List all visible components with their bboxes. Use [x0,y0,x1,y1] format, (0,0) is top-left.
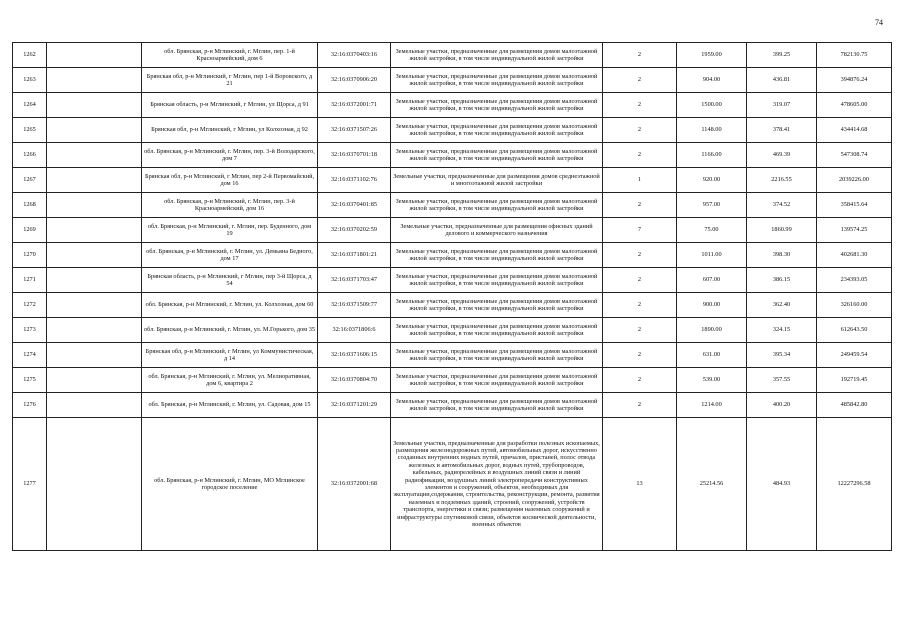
row-number-cell: 1268 [13,193,47,218]
cadastral-value-cell: 782130.75 [817,43,892,68]
table-row [13,418,892,551]
land-use-cell: Земельные участки, предназначенные для разработки полезных ископаемых, размещения железнодорожных путей, автомобильных дорог, искусственно созданных внутренних водных путей, причалов, пристаней, полос отвода железных и автомобильных дорог, водных путей, трубопроводов, кабельных, радиорелейных и воздушных линий связи и линий радиофикации, воздушных линий электропередачи конструктивных элементов и сооружений, объектов, необходимых для эксплуатации,содержания, строительства, реконструкции, ремонта, развития наземных и подземных зданий, строений, сооружений, устройств транспорта, энергетики и связи; размещения наземных сооружений и инфраструктуры спутниковой связи, объектов космической деятельности, военных объектов [391,418,603,551]
cadastral-value-cell: 249459.54 [817,343,892,368]
address-cell: обл. Брянская, р-н Мглинский, г. Мглин, пер. Буденного, дом 19 [142,218,318,243]
cadastral-number-cell: 32:16:0371806:6 [318,318,391,343]
category-code-cell: 2 [603,318,677,343]
row-number-cell: 1271 [13,268,47,293]
table-row [13,368,892,393]
blank-cell [47,68,142,93]
address-cell: обл. Брянская, р-н Мглинский, г. Мглин, ул. Мелиоративная, дом 6, квартира 2 [142,368,318,393]
unit-value-cell: 378.41 [747,118,817,143]
blank-cell [47,93,142,118]
land-use-cell: Земельные участки, предназначенные для размещения домов малоэтажной жилой застройки, в том числе индивидуальной жилой застройки [391,93,603,118]
row-number-cell: 1277 [13,418,47,551]
cadastral-value-cell: 402681.30 [817,243,892,268]
unit-value-cell: 395.34 [747,343,817,368]
cadastral-number-cell: 32:16:0371801:21 [318,243,391,268]
land-use-cell: Земельные участки, предназначенные для размещения домов среднеэтажной и многоэтажной жилой застройки [391,168,603,193]
cadastral-number-cell: 32:16:0370401:85 [318,193,391,218]
table-row [13,193,892,218]
area-cell: 904.00 [677,68,747,93]
cadastral-value-cell: 326160.00 [817,293,892,318]
land-use-cell: Земельные участки, предназначенные для размещения домов малоэтажной жилой застройки, в том числе индивидуальной жилой застройки [391,293,603,318]
area-cell: 1500.00 [677,93,747,118]
blank-cell [47,343,142,368]
table-row [13,118,892,143]
land-use-cell: Земельные участки, предназначенные для размещения домов малоэтажной жилой застройки, в том числе индивидуальной жилой застройки [391,268,603,293]
land-registry-table [12,42,892,551]
cadastral-value-cell: 139574.25 [817,218,892,243]
address-cell: Брянская обл, р-н Мглинский, г Мглин, ул Колхозная, д 92 [142,118,318,143]
category-code-cell: 7 [603,218,677,243]
table-body [13,43,892,551]
row-number-cell: 1272 [13,293,47,318]
row-number-cell: 1269 [13,218,47,243]
table-row [13,218,892,243]
cadastral-number-cell: 32:16:0371509:77 [318,293,391,318]
row-number-cell: 1270 [13,243,47,268]
table-row [13,268,892,293]
area-cell: 1011.00 [677,243,747,268]
address-cell: обл. Брянская, р-н Мглинский, г. Мглин, пер. 3-й Красноармейский, дом 16 [142,193,318,218]
cadastral-value-cell: 358415.64 [817,193,892,218]
land-use-cell: Земельные участки, предназначенные для размещения офисных зданий делового и коммерческого назначения [391,218,603,243]
cadastral-number-cell: 32:16:0372001:68 [318,418,391,551]
cadastral-value-cell: 485842.80 [817,393,892,418]
category-code-cell: 2 [603,268,677,293]
table-row [13,293,892,318]
area-cell: 1214.00 [677,393,747,418]
cadastral-number-cell: 32:16:0371102:76 [318,168,391,193]
address-cell: Брянская область, р-н Мглинский, г Мглин, пер 3-й Щорса, д 54 [142,268,318,293]
category-code-cell: 2 [603,93,677,118]
page-number: 74 [875,18,883,27]
address-cell: обл. Брянская, р-н Мглинский, г. Мглин, ул. Колхозная, дом 60 [142,293,318,318]
row-number-cell: 1263 [13,68,47,93]
cadastral-number-cell: 32:16:0370701:18 [318,143,391,168]
blank-cell [47,393,142,418]
unit-value-cell: 400.20 [747,393,817,418]
unit-value-cell: 2216.55 [747,168,817,193]
unit-value-cell: 1860.99 [747,218,817,243]
unit-value-cell: 357.55 [747,368,817,393]
unit-value-cell: 324.15 [747,318,817,343]
land-use-cell: Земельные участки, предназначенные для размещения домов малоэтажной жилой застройки, в том числе индивидуальной жилой застройки [391,118,603,143]
cadastral-number-cell: 32:16:0370804:70 [318,368,391,393]
area-cell: 920.00 [677,168,747,193]
area-cell: 957.00 [677,193,747,218]
area-cell: 1959.00 [677,43,747,68]
area-cell: 75.00 [677,218,747,243]
row-number-cell: 1267 [13,168,47,193]
blank-cell [47,43,142,68]
row-number-cell: 1266 [13,143,47,168]
unit-value-cell: 436.81 [747,68,817,93]
address-cell: обл. Брянская, р-н Мглинский, г. Мглин, МО Мглинское городское поселение [142,418,318,551]
address-cell: Брянская обл, р-н Мглинский, г Мглин, ул Коммунистическая, д 14 [142,343,318,368]
category-code-cell: 2 [603,118,677,143]
land-use-cell: Земельные участки, предназначенные для размещения домов малоэтажной жилой застройки, в том числе индивидуальной жилой застройки [391,343,603,368]
address-cell: Брянская обл, р-н Мглинский, г Мглин, пер 1-й Воровского, д 21 [142,68,318,93]
category-code-cell: 2 [603,43,677,68]
row-number-cell: 1264 [13,93,47,118]
cadastral-value-cell: 192719.45 [817,368,892,393]
blank-cell [47,193,142,218]
cadastral-number-cell: 32:16:0370906:20 [318,68,391,93]
row-number-cell: 1274 [13,343,47,368]
row-number-cell: 1276 [13,393,47,418]
area-cell: 1890.00 [677,318,747,343]
address-cell: Брянская область, р-н Мглинский, г Мглин, ул Щорса, д 91 [142,93,318,118]
unit-value-cell: 399.25 [747,43,817,68]
table-row [13,168,892,193]
table-row [13,43,892,68]
address-cell: обл. Брянская, р-н Мглинский, г. Мглин, пер. 3-й Володарского, дом 7 [142,143,318,168]
land-use-cell: Земельные участки, предназначенные для размещения домов малоэтажной жилой застройки, в том числе индивидуальной жилой застройки [391,243,603,268]
table-row [13,393,892,418]
cadastral-number-cell: 32:16:0370403:16 [318,43,391,68]
blank-cell [47,218,142,243]
unit-value-cell: 362.40 [747,293,817,318]
cadastral-number-cell: 32:16:0370202:59 [318,218,391,243]
unit-value-cell: 484.93 [747,418,817,551]
cadastral-value-cell: 434414.68 [817,118,892,143]
table-row [13,243,892,268]
cadastral-value-cell: 547308.74 [817,143,892,168]
cadastral-number-cell: 32:16:0371703:47 [318,268,391,293]
cadastral-number-cell: 32:16:0372001:71 [318,93,391,118]
blank-cell [47,118,142,143]
area-cell: 900.00 [677,293,747,318]
blank-cell [47,293,142,318]
blank-cell [47,418,142,551]
land-use-cell: Земельные участки, предназначенные для размещения домов малоэтажной жилой застройки, в том числе индивидуальной жилой застройки [391,143,603,168]
table-row [13,343,892,368]
cadastral-number-cell: 32:16:0371201:29 [318,393,391,418]
row-number-cell: 1273 [13,318,47,343]
cadastral-value-cell: 12227296.58 [817,418,892,551]
row-number-cell: 1275 [13,368,47,393]
cadastral-number-cell: 32:16:0371606:15 [318,343,391,368]
area-cell: 607.00 [677,268,747,293]
category-code-cell: 2 [603,143,677,168]
address-cell: Брянская обл, р-н Мглинский, г Мглин, пер 2-й Первомайский, дом 16 [142,168,318,193]
row-number-cell: 1262 [13,43,47,68]
category-code-cell: 2 [603,193,677,218]
category-code-cell: 13 [603,418,677,551]
unit-value-cell: 374.52 [747,193,817,218]
cadastral-value-cell: 612643.50 [817,318,892,343]
land-use-cell: Земельные участки, предназначенные для размещения домов малоэтажной жилой застройки, в том числе индивидуальной жилой застройки [391,318,603,343]
category-code-cell: 2 [603,243,677,268]
land-use-cell: Земельные участки, предназначенные для размещения домов малоэтажной жилой застройки, в том числе индивидуальной жилой застройки [391,393,603,418]
cadastral-value-cell: 394876.24 [817,68,892,93]
land-use-cell: Земельные участки, предназначенные для размещения домов малоэтажной жилой застройки, в том числе индивидуальной жилой застройки [391,68,603,93]
area-cell: 1148.00 [677,118,747,143]
address-cell: обл. Брянская, р-н Мглинский, г. Мглин, пер. 1-й Красноармейский, дом 6 [142,43,318,68]
unit-value-cell: 469.39 [747,143,817,168]
table-row [13,93,892,118]
category-code-cell: 2 [603,393,677,418]
blank-cell [47,268,142,293]
address-cell: обл. Брянская, р-н Мглинский, г. Мглин, ул. Демьяна Бедного, дом 17 [142,243,318,268]
category-code-cell: 1 [603,168,677,193]
cadastral-number-cell: 32:16:0371507:26 [318,118,391,143]
unit-value-cell: 386.15 [747,268,817,293]
cadastral-value-cell: 478605.00 [817,93,892,118]
land-use-cell: Земельные участки, предназначенные для размещения домов малоэтажной жилой застройки, в том числе индивидуальной жилой застройки [391,43,603,68]
blank-cell [47,368,142,393]
category-code-cell: 2 [603,68,677,93]
blank-cell [47,168,142,193]
blank-cell [47,243,142,268]
land-use-cell: Земельные участки, предназначенные для размещения домов малоэтажной жилой застройки, в том числе индивидуальной жилой застройки [391,368,603,393]
unit-value-cell: 398.30 [747,243,817,268]
blank-cell [47,143,142,168]
cadastral-value-cell: 234393.05 [817,268,892,293]
land-use-cell: Земельные участки, предназначенные для размещения домов малоэтажной жилой застройки, в том числе индивидуальной жилой застройки [391,193,603,218]
table-row [13,318,892,343]
area-cell: 1166.00 [677,143,747,168]
category-code-cell: 2 [603,368,677,393]
table-row [13,68,892,93]
address-cell: обл. Брянская, р-н Мглинский, г. Мглин, ул. Садовая, дом 15 [142,393,318,418]
blank-cell [47,318,142,343]
area-cell: 631.00 [677,343,747,368]
area-cell: 25214.56 [677,418,747,551]
category-code-cell: 2 [603,343,677,368]
address-cell: обл. Брянская, р-н Мглинский, г. Мглин, ул. М.Горького, дом 35 [142,318,318,343]
cadastral-value-cell: 2039226.00 [817,168,892,193]
area-cell: 539.00 [677,368,747,393]
table-row [13,143,892,168]
unit-value-cell: 319.07 [747,93,817,118]
category-code-cell: 2 [603,293,677,318]
row-number-cell: 1265 [13,118,47,143]
